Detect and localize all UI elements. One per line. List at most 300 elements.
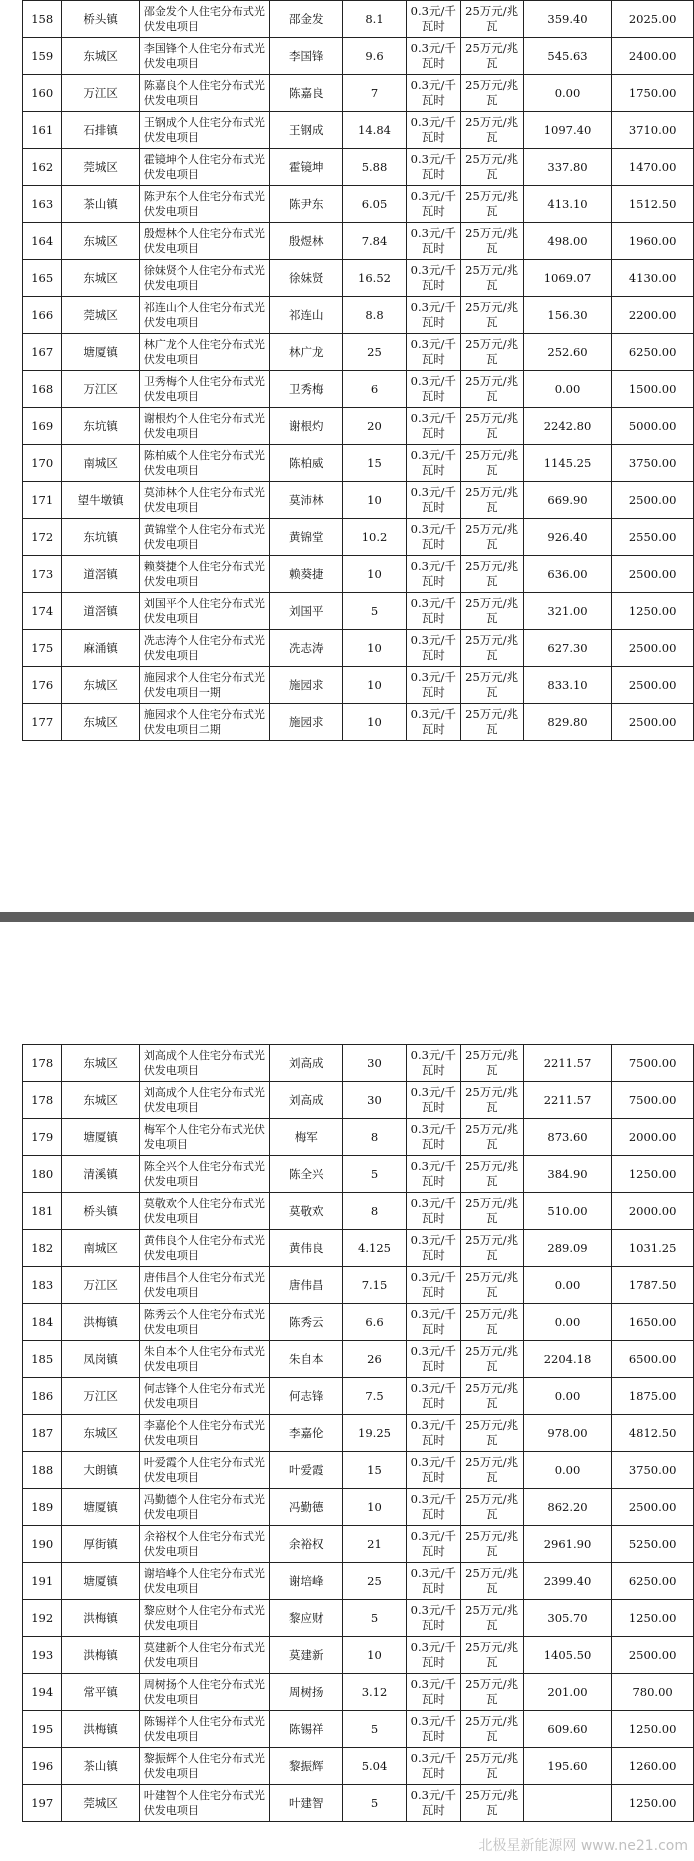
subsidy-rate-cell: 25万元/兆瓦 <box>460 186 523 223</box>
subsidy-rate-cell: 25万元/兆瓦 <box>460 1526 523 1563</box>
table-row <box>23 1045 694 1082</box>
subsidy-rate-cell: 25万元/兆瓦 <box>460 1193 523 1230</box>
table-row <box>23 186 694 223</box>
capacity-cell: 7 <box>343 75 407 112</box>
capacity-cell: 7.15 <box>343 1267 407 1304</box>
project-name-cell: 何志锋个人住宅分布式光伏发电项目 <box>139 1378 270 1415</box>
capacity-cell: 10.2 <box>343 519 407 556</box>
town-cell: 东城区 <box>62 260 139 297</box>
total-cell: 2500.00 <box>612 1637 694 1674</box>
owner-cell: 莫沛林 <box>270 482 343 519</box>
amount-cell: 1069.07 <box>523 260 611 297</box>
amount-cell: 510.00 <box>523 1193 611 1230</box>
table-row <box>23 408 694 445</box>
subsidy-rate-cell: 25万元/兆瓦 <box>460 667 523 704</box>
table-row <box>23 704 694 741</box>
subsidy-rate-cell: 25万元/兆瓦 <box>460 1711 523 1748</box>
subsidy-rate-cell: 25万元/兆瓦 <box>460 1230 523 1267</box>
price-cell: 0.3元/千瓦时 <box>406 260 460 297</box>
price-cell: 0.3元/千瓦时 <box>406 112 460 149</box>
subsidy-rate-cell: 25万元/兆瓦 <box>460 1378 523 1415</box>
capacity-cell: 3.12 <box>343 1674 407 1711</box>
project-name-cell: 黎振辉个人住宅分布式光伏发电项目 <box>139 1748 270 1785</box>
capacity-cell: 10 <box>343 704 407 741</box>
table-row <box>23 482 694 519</box>
row-number-cell: 184 <box>23 1304 62 1341</box>
price-cell: 0.3元/千瓦时 <box>406 630 460 667</box>
subsidy-rate-cell: 25万元/兆瓦 <box>460 1785 523 1822</box>
project-name-cell: 李国锋个人住宅分布式光伏发电项目 <box>139 38 270 75</box>
row-number-cell: 167 <box>23 334 62 371</box>
row-number-cell: 174 <box>23 593 62 630</box>
amount-cell: 1097.40 <box>523 112 611 149</box>
owner-cell: 殷煜林 <box>270 223 343 260</box>
amount-cell: 337.80 <box>523 149 611 186</box>
subsidy-rate-cell: 25万元/兆瓦 <box>460 408 523 445</box>
total-cell: 3750.00 <box>612 445 694 482</box>
table-row <box>23 297 694 334</box>
table-row <box>23 1341 694 1378</box>
price-cell: 0.3元/千瓦时 <box>406 408 460 445</box>
project-name-cell: 赖葵捷个人住宅分布式光伏发电项目 <box>139 556 270 593</box>
price-cell: 0.3元/千瓦时 <box>406 1452 460 1489</box>
total-cell: 7500.00 <box>612 1082 694 1119</box>
total-cell: 1250.00 <box>612 593 694 630</box>
owner-cell: 陈全兴 <box>270 1156 343 1193</box>
capacity-cell: 6 <box>343 371 407 408</box>
amount-cell: 0.00 <box>523 1452 611 1489</box>
price-cell: 0.3元/千瓦时 <box>406 1674 460 1711</box>
total-cell: 1250.00 <box>612 1785 694 1822</box>
price-cell: 0.3元/千瓦时 <box>406 38 460 75</box>
table-row <box>23 593 694 630</box>
amount-cell: 413.10 <box>523 186 611 223</box>
row-number-cell: 195 <box>23 1711 62 1748</box>
owner-cell: 陈嘉良 <box>270 75 343 112</box>
project-name-cell: 霍镜坤个人住宅分布式光伏发电项目 <box>139 149 270 186</box>
project-name-cell: 陈全兴个人住宅分布式光伏发电项目 <box>139 1156 270 1193</box>
project-name-cell: 邵金发个人住宅分布式光伏发电项目 <box>139 1 270 38</box>
project-name-cell: 陈嘉良个人住宅分布式光伏发电项目 <box>139 75 270 112</box>
subsidy-rate-cell: 25万元/兆瓦 <box>460 1 523 38</box>
capacity-cell: 10 <box>343 667 407 704</box>
row-number-cell: 168 <box>23 371 62 408</box>
owner-cell: 冯勤德 <box>270 1489 343 1526</box>
town-cell: 厚街镇 <box>62 1526 139 1563</box>
project-name-cell: 王钢成个人住宅分布式光伏发电项目 <box>139 112 270 149</box>
row-number-cell: 187 <box>23 1415 62 1452</box>
row-number-cell: 165 <box>23 260 62 297</box>
price-cell: 0.3元/千瓦时 <box>406 519 460 556</box>
price-cell: 0.3元/千瓦时 <box>406 75 460 112</box>
total-cell: 1500.00 <box>612 371 694 408</box>
price-cell: 0.3元/千瓦时 <box>406 297 460 334</box>
total-cell: 2500.00 <box>612 704 694 741</box>
price-cell: 0.3元/千瓦时 <box>406 1415 460 1452</box>
subsidy-rate-cell: 25万元/兆瓦 <box>460 1304 523 1341</box>
owner-cell: 李嘉伦 <box>270 1415 343 1452</box>
price-cell: 0.3元/千瓦时 <box>406 667 460 704</box>
amount-cell: 305.70 <box>523 1600 611 1637</box>
table-row <box>23 1637 694 1674</box>
project-name-cell: 黄锦堂个人住宅分布式光伏发电项目 <box>139 519 270 556</box>
project-name-cell: 施园求个人住宅分布式光伏发电项目一期 <box>139 667 270 704</box>
amount-cell: 2211.57 <box>523 1045 611 1082</box>
table-row <box>23 1674 694 1711</box>
page-divider <box>0 912 694 922</box>
town-cell: 常平镇 <box>62 1674 139 1711</box>
row-number-cell: 175 <box>23 630 62 667</box>
owner-cell: 朱自本 <box>270 1341 343 1378</box>
town-cell: 凤岗镇 <box>62 1341 139 1378</box>
subsidy-rate-cell: 25万元/兆瓦 <box>460 1267 523 1304</box>
table-row <box>23 519 694 556</box>
total-cell: 780.00 <box>612 1674 694 1711</box>
subsidy-rate-cell: 25万元/兆瓦 <box>460 519 523 556</box>
owner-cell: 刘高成 <box>270 1045 343 1082</box>
amount-cell <box>523 1785 611 1822</box>
row-number-cell: 172 <box>23 519 62 556</box>
town-cell: 桥头镇 <box>62 1 139 38</box>
subsidy-rate-cell: 25万元/兆瓦 <box>460 1637 523 1674</box>
price-cell: 0.3元/千瓦时 <box>406 1119 460 1156</box>
price-cell: 0.3元/千瓦时 <box>406 593 460 630</box>
amount-cell: 545.63 <box>523 38 611 75</box>
capacity-cell: 5 <box>343 1711 407 1748</box>
table-row <box>23 630 694 667</box>
amount-cell: 0.00 <box>523 75 611 112</box>
amount-cell: 1405.50 <box>523 1637 611 1674</box>
row-number-cell: 169 <box>23 408 62 445</box>
subsidy-rate-cell: 25万元/兆瓦 <box>460 149 523 186</box>
price-cell: 0.3元/千瓦时 <box>406 1637 460 1674</box>
amount-cell: 289.09 <box>523 1230 611 1267</box>
row-number-cell: 176 <box>23 667 62 704</box>
owner-cell: 刘高成 <box>270 1082 343 1119</box>
amount-cell: 0.00 <box>523 1378 611 1415</box>
price-cell: 0.3元/千瓦时 <box>406 186 460 223</box>
project-name-cell: 余裕权个人住宅分布式光伏发电项目 <box>139 1526 270 1563</box>
price-cell: 0.3元/千瓦时 <box>406 1230 460 1267</box>
row-number-cell: 161 <box>23 112 62 149</box>
capacity-cell: 9.6 <box>343 38 407 75</box>
amount-cell: 156.30 <box>523 297 611 334</box>
town-cell: 道滘镇 <box>62 556 139 593</box>
price-cell: 0.3元/千瓦时 <box>406 1785 460 1822</box>
owner-cell: 祁连山 <box>270 297 343 334</box>
subsidy-rate-cell: 25万元/兆瓦 <box>460 75 523 112</box>
price-cell: 0.3元/千瓦时 <box>406 1045 460 1082</box>
owner-cell: 邵金发 <box>270 1 343 38</box>
total-cell: 2000.00 <box>612 1193 694 1230</box>
row-number-cell: 197 <box>23 1785 62 1822</box>
amount-cell: 627.30 <box>523 630 611 667</box>
owner-cell: 赖葵捷 <box>270 556 343 593</box>
project-name-cell: 谢培峰个人住宅分布式光伏发电项目 <box>139 1563 270 1600</box>
table-row <box>23 1193 694 1230</box>
subsidy-table-page-2 <box>22 1044 694 1822</box>
table-row <box>23 1489 694 1526</box>
project-name-cell: 朱自本个人住宅分布式光伏发电项目 <box>139 1341 270 1378</box>
town-cell: 塘厦镇 <box>62 1119 139 1156</box>
price-cell: 0.3元/千瓦时 <box>406 1563 460 1600</box>
row-number-cell: 178 <box>23 1082 62 1119</box>
town-cell: 万江区 <box>62 371 139 408</box>
project-name-cell: 梅军个人住宅分布式光伏发电项目 <box>139 1119 270 1156</box>
price-cell: 0.3元/千瓦时 <box>406 1 460 38</box>
capacity-cell: 14.84 <box>343 112 407 149</box>
subsidy-rate-cell: 25万元/兆瓦 <box>460 1045 523 1082</box>
total-cell: 1031.25 <box>612 1230 694 1267</box>
document-page-2 <box>0 1044 694 1822</box>
owner-cell: 黄伟良 <box>270 1230 343 1267</box>
table-row <box>23 1082 694 1119</box>
capacity-cell: 6.6 <box>343 1304 407 1341</box>
price-cell: 0.3元/千瓦时 <box>406 1526 460 1563</box>
table-row <box>23 260 694 297</box>
owner-cell: 陈柏威 <box>270 445 343 482</box>
row-number-cell: 183 <box>23 1267 62 1304</box>
capacity-cell: 8.8 <box>343 297 407 334</box>
row-number-cell: 185 <box>23 1341 62 1378</box>
subsidy-rate-cell: 25万元/兆瓦 <box>460 704 523 741</box>
total-cell: 1250.00 <box>612 1711 694 1748</box>
owner-cell: 黎振辉 <box>270 1748 343 1785</box>
price-cell: 0.3元/千瓦时 <box>406 445 460 482</box>
total-cell: 2400.00 <box>612 38 694 75</box>
subsidy-rate-cell: 25万元/兆瓦 <box>460 1341 523 1378</box>
capacity-cell: 5.88 <box>343 149 407 186</box>
row-number-cell: 182 <box>23 1230 62 1267</box>
subsidy-rate-cell: 25万元/兆瓦 <box>460 223 523 260</box>
capacity-cell: 7.84 <box>343 223 407 260</box>
owner-cell: 谢培峰 <box>270 1563 343 1600</box>
town-cell: 莞城区 <box>62 149 139 186</box>
owner-cell: 叶建智 <box>270 1785 343 1822</box>
total-cell: 2000.00 <box>612 1119 694 1156</box>
table-row <box>23 149 694 186</box>
project-name-cell: 陈柏威个人住宅分布式光伏发电项目 <box>139 445 270 482</box>
amount-cell: 2242.80 <box>523 408 611 445</box>
project-name-cell: 黄伟良个人住宅分布式光伏发电项目 <box>139 1230 270 1267</box>
row-number-cell: 178 <box>23 1045 62 1082</box>
subsidy-rate-cell: 25万元/兆瓦 <box>460 556 523 593</box>
row-number-cell: 194 <box>23 1674 62 1711</box>
project-name-cell: 叶爱霞个人住宅分布式光伏发电项目 <box>139 1452 270 1489</box>
table-row <box>23 1600 694 1637</box>
price-cell: 0.3元/千瓦时 <box>406 1193 460 1230</box>
owner-cell: 唐伟昌 <box>270 1267 343 1304</box>
subsidy-rate-cell: 25万元/兆瓦 <box>460 630 523 667</box>
capacity-cell: 21 <box>343 1526 407 1563</box>
town-cell: 茶山镇 <box>62 1748 139 1785</box>
town-cell: 莞城区 <box>62 297 139 334</box>
table-row <box>23 1452 694 1489</box>
row-number-cell: 179 <box>23 1119 62 1156</box>
owner-cell: 冼志涛 <box>270 630 343 667</box>
total-cell: 5000.00 <box>612 408 694 445</box>
subsidy-rate-cell: 25万元/兆瓦 <box>460 1452 523 1489</box>
town-cell: 塘厦镇 <box>62 1563 139 1600</box>
total-cell: 4130.00 <box>612 260 694 297</box>
row-number-cell: 166 <box>23 297 62 334</box>
owner-cell: 周树扬 <box>270 1674 343 1711</box>
price-cell: 0.3元/千瓦时 <box>406 704 460 741</box>
row-number-cell: 190 <box>23 1526 62 1563</box>
row-number-cell: 173 <box>23 556 62 593</box>
capacity-cell: 4.125 <box>343 1230 407 1267</box>
total-cell: 3750.00 <box>612 1452 694 1489</box>
amount-cell: 2399.40 <box>523 1563 611 1600</box>
table-row <box>23 1119 694 1156</box>
project-name-cell: 陈秀云个人住宅分布式光伏发电项目 <box>139 1304 270 1341</box>
amount-cell: 862.20 <box>523 1489 611 1526</box>
price-cell: 0.3元/千瓦时 <box>406 556 460 593</box>
town-cell: 东城区 <box>62 667 139 704</box>
project-name-cell: 黎应财个人住宅分布式光伏发电项目 <box>139 1600 270 1637</box>
project-name-cell: 莫沛林个人住宅分布式光伏发电项目 <box>139 482 270 519</box>
project-name-cell: 冼志涛个人住宅分布式光伏发电项目 <box>139 630 270 667</box>
table-row <box>23 1563 694 1600</box>
project-name-cell: 祁连山个人住宅分布式光伏发电项目 <box>139 297 270 334</box>
total-cell: 6500.00 <box>612 1341 694 1378</box>
town-cell: 南城区 <box>62 1230 139 1267</box>
owner-cell: 施园求 <box>270 667 343 704</box>
price-cell: 0.3元/千瓦时 <box>406 1304 460 1341</box>
capacity-cell: 7.5 <box>343 1378 407 1415</box>
amount-cell: 829.80 <box>523 704 611 741</box>
total-cell: 1512.50 <box>612 186 694 223</box>
price-cell: 0.3元/千瓦时 <box>406 1489 460 1526</box>
table-row <box>23 1378 694 1415</box>
row-number-cell: 189 <box>23 1489 62 1526</box>
subsidy-rate-cell: 25万元/兆瓦 <box>460 1563 523 1600</box>
amount-cell: 0.00 <box>523 371 611 408</box>
amount-cell: 833.10 <box>523 667 611 704</box>
town-cell: 塘厦镇 <box>62 1489 139 1526</box>
total-cell: 2500.00 <box>612 556 694 593</box>
town-cell: 东城区 <box>62 1415 139 1452</box>
row-number-cell: 171 <box>23 482 62 519</box>
row-number-cell: 181 <box>23 1193 62 1230</box>
capacity-cell: 5.04 <box>343 1748 407 1785</box>
capacity-cell: 20 <box>343 408 407 445</box>
town-cell: 东城区 <box>62 1045 139 1082</box>
subsidy-rate-cell: 25万元/兆瓦 <box>460 482 523 519</box>
total-cell: 2500.00 <box>612 667 694 704</box>
owner-cell: 陈秀云 <box>270 1304 343 1341</box>
town-cell: 大朗镇 <box>62 1452 139 1489</box>
owner-cell: 谢根灼 <box>270 408 343 445</box>
capacity-cell: 5 <box>343 593 407 630</box>
owner-cell: 霍镜坤 <box>270 149 343 186</box>
project-name-cell: 林广龙个人住宅分布式光伏发电项目 <box>139 334 270 371</box>
town-cell: 东城区 <box>62 38 139 75</box>
owner-cell: 刘国平 <box>270 593 343 630</box>
town-cell: 道滘镇 <box>62 593 139 630</box>
amount-cell: 2961.90 <box>523 1526 611 1563</box>
total-cell: 6250.00 <box>612 1563 694 1600</box>
price-cell: 0.3元/千瓦时 <box>406 223 460 260</box>
subsidy-rate-cell: 25万元/兆瓦 <box>460 1119 523 1156</box>
town-cell: 洪梅镇 <box>62 1600 139 1637</box>
project-name-cell: 周树扬个人住宅分布式光伏发电项目 <box>139 1674 270 1711</box>
table-row <box>23 1748 694 1785</box>
project-name-cell: 殷煜林个人住宅分布式光伏发电项目 <box>139 223 270 260</box>
capacity-cell: 8.1 <box>343 1 407 38</box>
watermark-text: 北极星新能源网 www.ne21.com <box>478 1838 688 1854</box>
town-cell: 东坑镇 <box>62 519 139 556</box>
project-name-cell: 刘国平个人住宅分布式光伏发电项目 <box>139 593 270 630</box>
town-cell: 洪梅镇 <box>62 1637 139 1674</box>
amount-cell: 2211.57 <box>523 1082 611 1119</box>
price-cell: 0.3元/千瓦时 <box>406 1156 460 1193</box>
town-cell: 南城区 <box>62 445 139 482</box>
subsidy-rate-cell: 25万元/兆瓦 <box>460 1674 523 1711</box>
table-row <box>23 1230 694 1267</box>
capacity-cell: 8 <box>343 1119 407 1156</box>
owner-cell: 黄锦堂 <box>270 519 343 556</box>
row-number-cell: 193 <box>23 1637 62 1674</box>
owner-cell: 林广龙 <box>270 334 343 371</box>
total-cell: 1787.50 <box>612 1267 694 1304</box>
amount-cell: 1145.25 <box>523 445 611 482</box>
project-name-cell: 陈尹东个人住宅分布式光伏发电项目 <box>139 186 270 223</box>
row-number-cell: 162 <box>23 149 62 186</box>
total-cell: 7500.00 <box>612 1045 694 1082</box>
total-cell: 2550.00 <box>612 519 694 556</box>
table-row <box>23 1711 694 1748</box>
owner-cell: 李国锋 <box>270 38 343 75</box>
owner-cell: 余裕权 <box>270 1526 343 1563</box>
town-cell: 清溪镇 <box>62 1156 139 1193</box>
total-cell: 2200.00 <box>612 297 694 334</box>
row-number-cell: 158 <box>23 1 62 38</box>
row-number-cell: 188 <box>23 1452 62 1489</box>
table-row <box>23 75 694 112</box>
town-cell: 麻涌镇 <box>62 630 139 667</box>
price-cell: 0.3元/千瓦时 <box>406 1267 460 1304</box>
total-cell: 5250.00 <box>612 1526 694 1563</box>
capacity-cell: 10 <box>343 482 407 519</box>
owner-cell: 施园求 <box>270 704 343 741</box>
capacity-cell: 15 <box>343 1452 407 1489</box>
amount-cell: 359.40 <box>523 1 611 38</box>
total-cell: 2025.00 <box>612 1 694 38</box>
amount-cell: 2204.18 <box>523 1341 611 1378</box>
town-cell: 洪梅镇 <box>62 1304 139 1341</box>
project-name-cell: 徐妹贤个人住宅分布式光伏发电项目 <box>139 260 270 297</box>
capacity-cell: 10 <box>343 1637 407 1674</box>
row-number-cell: 160 <box>23 75 62 112</box>
price-cell: 0.3元/千瓦时 <box>406 482 460 519</box>
subsidy-rate-cell: 25万元/兆瓦 <box>460 1600 523 1637</box>
project-name-cell: 陈锡祥个人住宅分布式光伏发电项目 <box>139 1711 270 1748</box>
table-row <box>23 334 694 371</box>
amount-cell: 201.00 <box>523 1674 611 1711</box>
capacity-cell: 30 <box>343 1082 407 1119</box>
owner-cell: 叶爱霞 <box>270 1452 343 1489</box>
amount-cell: 636.00 <box>523 556 611 593</box>
table-row <box>23 667 694 704</box>
row-number-cell: 180 <box>23 1156 62 1193</box>
town-cell: 东坑镇 <box>62 408 139 445</box>
town-cell: 望牛墩镇 <box>62 482 139 519</box>
capacity-cell: 25 <box>343 334 407 371</box>
amount-cell: 0.00 <box>523 1267 611 1304</box>
owner-cell: 陈尹东 <box>270 186 343 223</box>
town-cell: 茶山镇 <box>62 186 139 223</box>
